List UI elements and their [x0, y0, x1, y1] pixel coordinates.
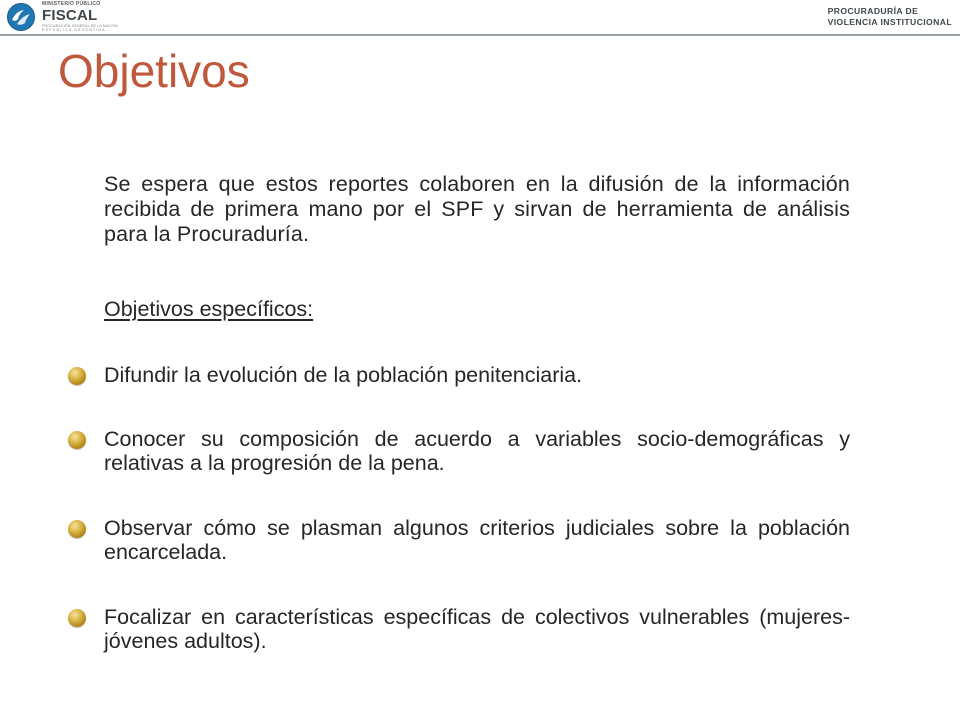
logo-country-text: REPÚBLICA ARGENTINA: [42, 28, 106, 32]
intro-paragraph: Se espera que estos reportes colaboren en la difusión de la información recibida de primera mano por el SPF y sirvan de herramienta de análisis para la Procuraduría.: [104, 172, 850, 246]
procuraduria-line-2: VIOLENCIA INSTITUCIONAL: [827, 17, 952, 27]
list-item-text: Observar cómo se plasman algunos criterios judiciales sobre la población encarcelada.: [104, 516, 850, 564]
logo-main-text: FISCAL: [42, 6, 98, 24]
list-item-text: Focalizar en características específicas de colectivos vulnerables (mujeres-jóvenes adultos).: [104, 605, 850, 653]
logo-top-text: MINISTERIO PÚBLICO: [42, 0, 101, 7]
gold-bullet-icon: [68, 367, 86, 385]
slide-title: Objetivos: [58, 45, 250, 97]
list-item-text: Difundir la evolución de la población penitenciaria.: [104, 363, 583, 387]
gold-bullet-icon: [68, 609, 86, 627]
list-item-text: Conocer su composición de acuerdo a variables socio-demográficas y relativas a la progresión de la pena.: [104, 427, 850, 475]
logo-sub-text: PROCURACIÓN GENERAL DE LA NACIÓN: [42, 23, 118, 28]
gold-bullet-icon: [68, 431, 86, 449]
specific-objectives-heading: Objetivos específicos:: [104, 297, 314, 321]
procuraduria-line-1: PROCURADURÍA DE: [827, 6, 919, 16]
gold-bullet-icon: [68, 520, 86, 538]
